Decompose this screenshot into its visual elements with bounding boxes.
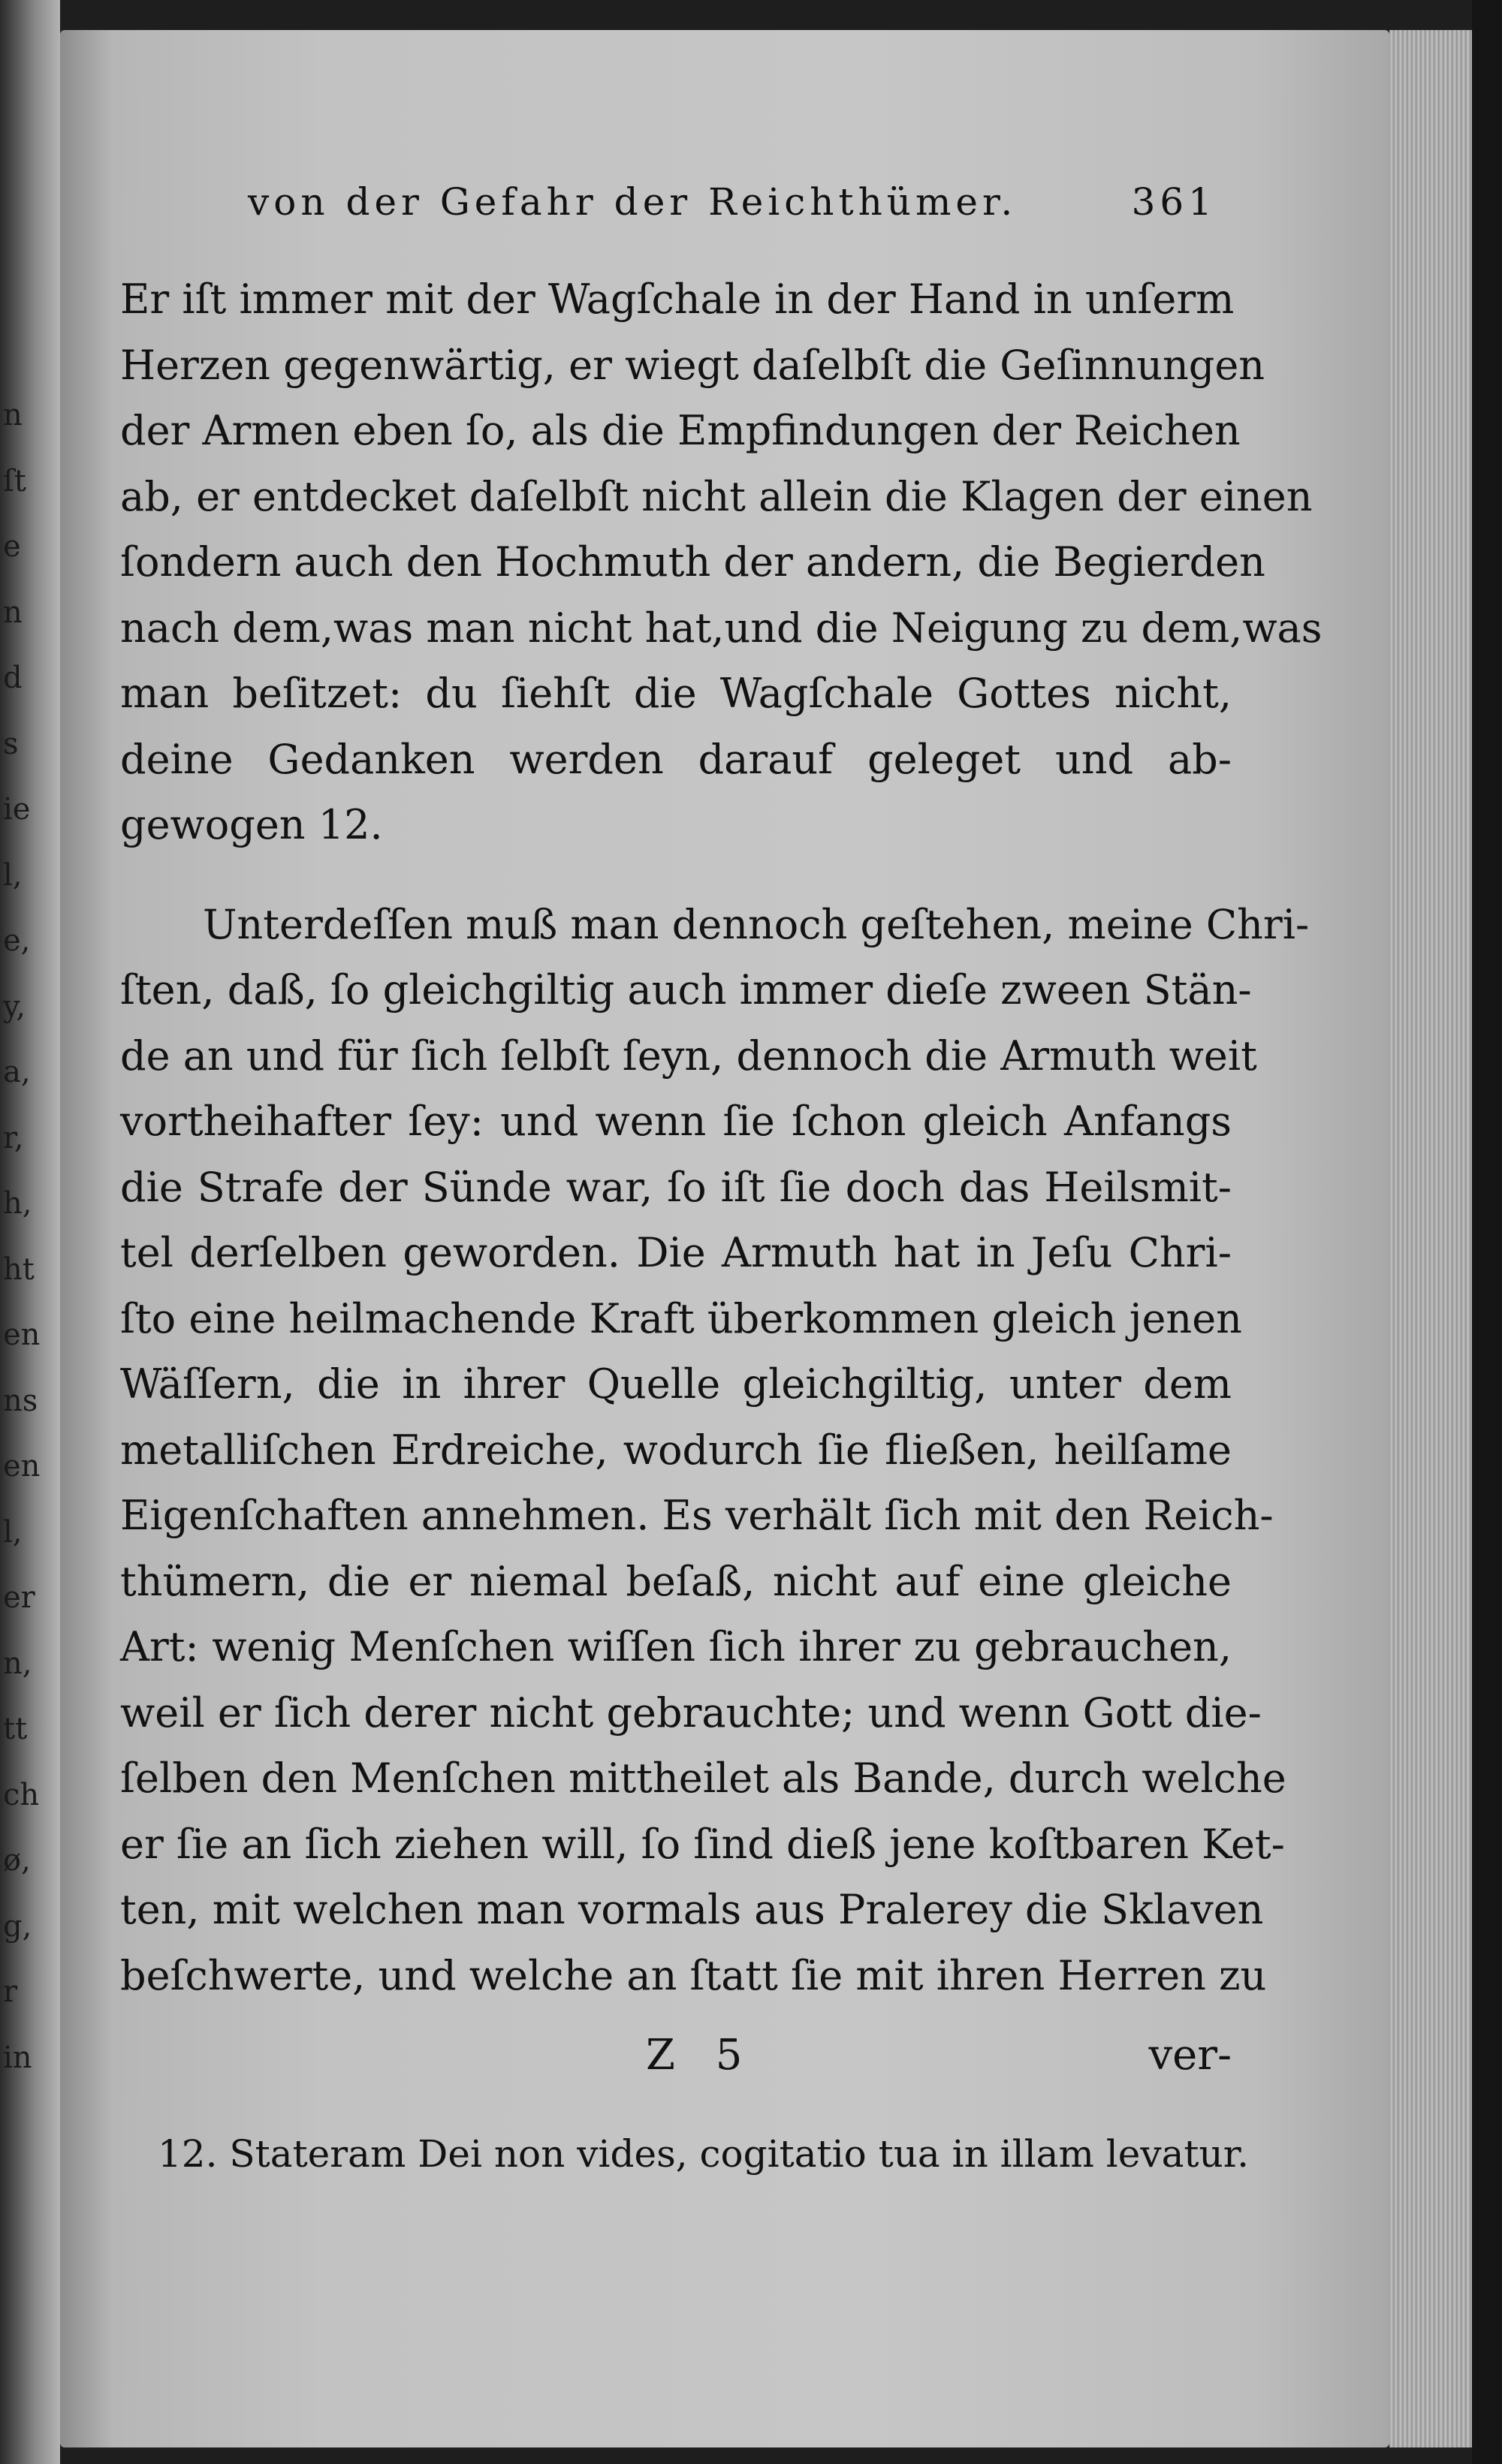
left-page-fragment: ht <box>3 1252 35 1287</box>
text-line: der Armen eben ſo, als die Empfindungen der Reichen <box>120 407 1241 454</box>
left-page-fragment: d <box>3 661 23 695</box>
text-line: metalliſchen Erdreiche, wodurch ſie fließen, heilſame <box>120 1426 1232 1474</box>
text-line: ſondern auch den Hochmuth der andern, die Begierden <box>120 538 1265 586</box>
page-number: 361 <box>1131 180 1217 224</box>
left-page-fragment: ie <box>3 792 31 827</box>
text-line: tel derſelben geworden. Die Armuth hat in Jeſu Chri- <box>120 1229 1232 1276</box>
text-line: weil er ſich derer nicht gebrauchte; und wenn Gott die- <box>120 1688 1262 1737</box>
text-line: er ſie an ſich ziehen will, ſo ſind dieß jene koſtbaren Ket- <box>120 1820 1285 1868</box>
text-line: thümern, die er niemal beſaß, nicht auf eine gleiche <box>120 1557 1232 1605</box>
left-page-fragment: en <box>3 1449 41 1484</box>
left-page-fragment: er <box>3 1580 35 1615</box>
left-page-fragment: n <box>3 398 23 432</box>
left-page-fragment: n, <box>3 1646 32 1681</box>
text-line: Er iſt immer mit der Wagſchale in der Hand in unſerm <box>120 276 1235 323</box>
signature-mark: Z 5 <box>646 2031 756 2080</box>
left-page-fragment: ſt <box>3 463 26 499</box>
text-line: nach dem,was man nicht hat,und die Neigung zu dem,was <box>120 604 1323 652</box>
left-page-fragment: s <box>3 726 19 761</box>
left-page-fragment: in <box>3 2040 32 2075</box>
text-line: vortheihafter ſey: und wenn ſie ſchon gleich Anfangs <box>120 1098 1232 1145</box>
text-line: ſelben den Menſchen mittheilet als Bande, durch welche <box>120 1755 1286 1802</box>
left-page-fragment: y, <box>3 989 26 1024</box>
left-page-fragment: n <box>3 595 23 630</box>
text-line: man beſitzet: du ſiehſt die Wagſchale Gottes nicht, <box>120 670 1232 717</box>
text-line: Eigenſchaften annehmen. Es verhält ſich mit den Reich- <box>120 1492 1274 1539</box>
paragraph-1 <box>120 267 1323 858</box>
signature-line <box>120 2031 1232 2091</box>
text-line: die Strafe der Sünde war, ſo iſt ſie doch das Heilsmit- <box>120 1163 1232 1211</box>
text-line: Unterdeſſen muß man dennoch geſtehen, meine Chri- <box>203 900 1310 948</box>
left-page-fragment: l, <box>3 1514 23 1550</box>
text-line: ab, er entdecket daſelbſt nicht allein die Klagen der einen <box>120 472 1313 520</box>
left-page-fragment: ø, <box>3 1843 31 1878</box>
left-page-fragment: tt <box>3 1712 28 1746</box>
text-line: deine Gedanken werden darauf geleget und ab- <box>120 735 1232 783</box>
running-header <box>248 180 1217 233</box>
left-page-fragment: l, <box>3 857 23 893</box>
left-page-fragment: a, <box>3 1055 31 1089</box>
background-edge <box>1472 0 1502 2464</box>
page-stack-edge <box>1389 30 1472 2447</box>
left-page-fragment: e, <box>3 923 31 958</box>
catchword: ver- <box>1148 2031 1232 2080</box>
paragraph-gap <box>120 858 1232 892</box>
left-page-edge <box>0 0 60 2464</box>
left-page-fragment: ns <box>3 1383 38 1418</box>
text-line: Wäſſern, die in ihrer Quelle gleichgiltig, unter dem <box>120 1360 1232 1408</box>
text-line: de an und für ſich ſelbſt ſeyn, dennoch die Armuth weit <box>120 1032 1257 1080</box>
left-page-fragment: ch <box>3 1777 40 1812</box>
text-line: Herzen gegenwärtig, er wiegt daſelbſt die Geſinnungen <box>120 341 1265 389</box>
left-page-fragment: r, <box>3 1120 24 1155</box>
text-line: gewogen 12. <box>120 801 383 848</box>
paragraph-2 <box>120 892 1310 2009</box>
left-page-fragment: g, <box>3 1908 32 1944</box>
footnote: 12. Stateram Dei non vides, cogitatio tua in illam levatur. <box>158 2132 1250 2176</box>
text-line: ſto eine heilmachende Kraft überkommen gleich jenen <box>120 1294 1242 1342</box>
left-page-fragment: r <box>3 1975 18 2009</box>
left-page-fragment: en <box>3 1318 41 1352</box>
text-line: ſten, daß, ſo gleichgiltig auch immer dieſe zween Stän- <box>120 966 1252 1014</box>
header-title: von der Gefahr der Reichthümer. <box>248 180 1018 224</box>
left-page-fragment: h, <box>3 1186 32 1221</box>
text-line: beſchwerte, und welche an ſtatt ſie mit ihren Herren zu <box>120 1951 1267 1999</box>
text-line: Art: wenig Menſchen wiſſen ſich ihrer zu gebrauchen, <box>120 1623 1232 1670</box>
body-text <box>120 267 1323 2008</box>
left-page-fragment: e <box>3 529 21 564</box>
text-line: ten, mit welchen man vormals aus Pralerey die Sklaven <box>120 1886 1264 1933</box>
